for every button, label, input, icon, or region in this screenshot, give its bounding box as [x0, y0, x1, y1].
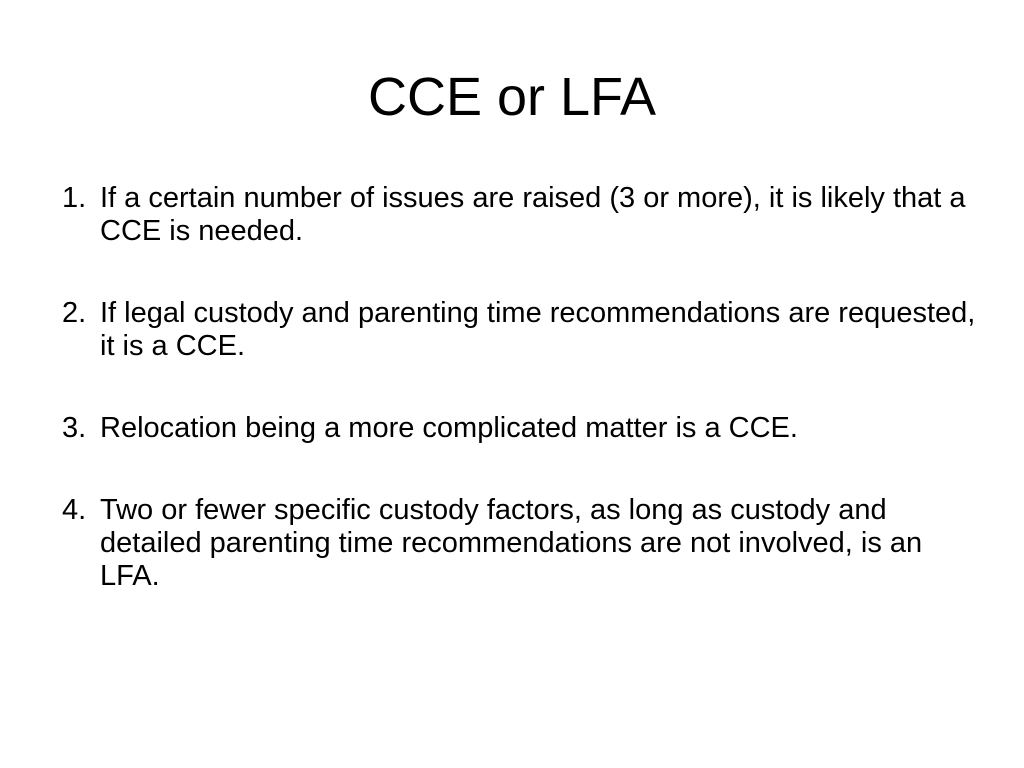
list-item: [62, 412, 982, 445]
slide-title: CCE or LFA: [367, 67, 657, 127]
list-item-text: Relocation being a more complicated matter is a CCE.: [100, 412, 798, 444]
list-item: [62, 297, 982, 363]
list-item-text: If a certain number of issues are raised (3 or more), it is likely that a CCE is needed.: [100, 182, 966, 247]
list-item-text: If legal custody and parenting time recommendations are requested, it is a CCE.: [100, 297, 976, 362]
list-item: [62, 494, 982, 593]
list-item-number: 4.: [62, 494, 87, 526]
list-item: [62, 182, 982, 248]
numbered-list: [62, 182, 982, 642]
list-item-number: 1.: [62, 182, 87, 214]
list-item-number: 3.: [62, 412, 87, 444]
list-item-text: Two or fewer specific custody factors, as long as custody and detailed parenting time recommendations are not involved, is an LFA.: [100, 494, 923, 592]
list-item-number: 2.: [62, 297, 87, 329]
